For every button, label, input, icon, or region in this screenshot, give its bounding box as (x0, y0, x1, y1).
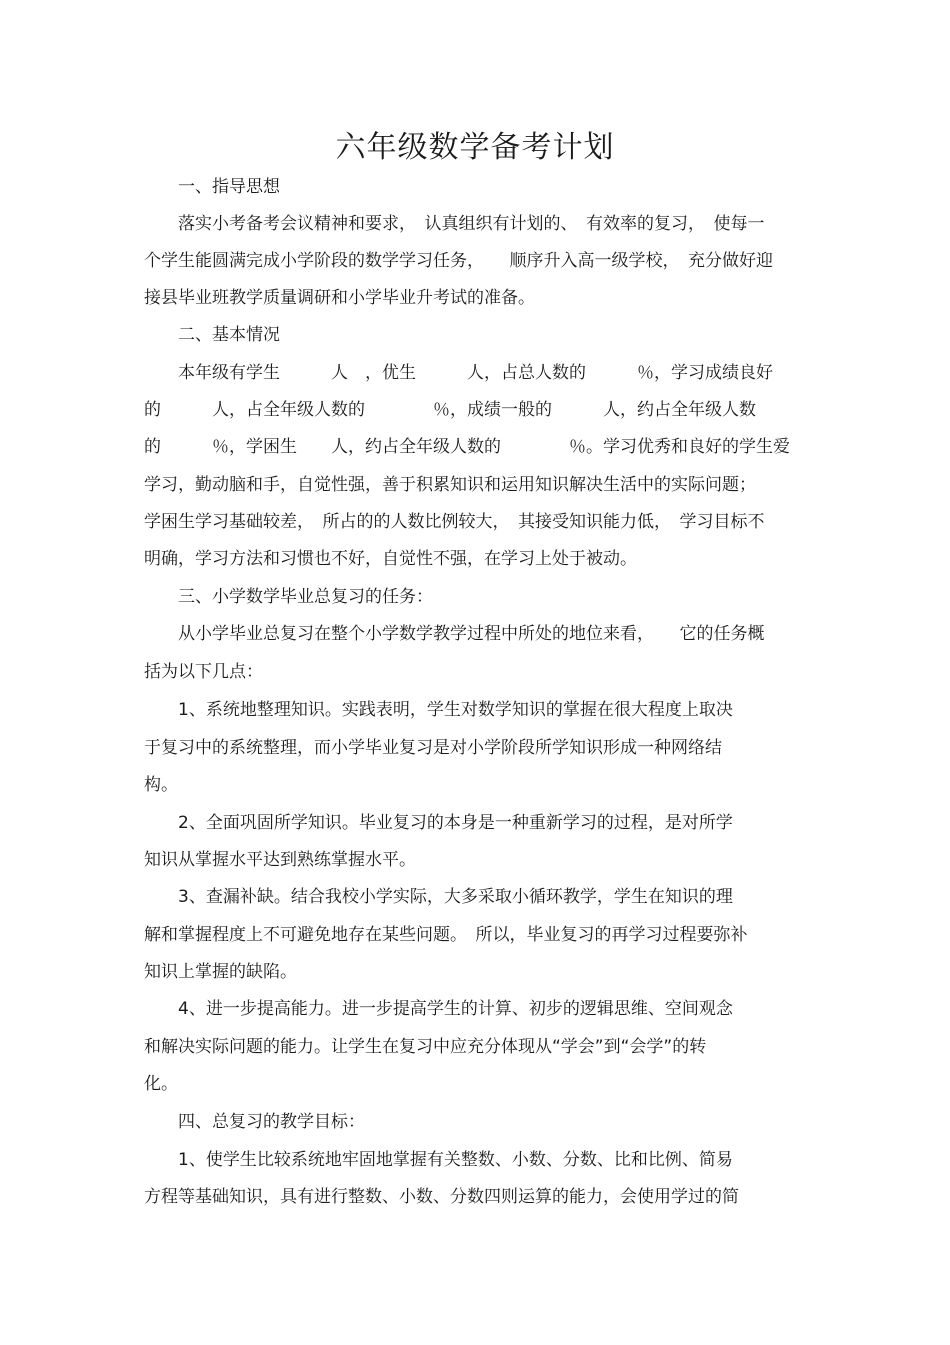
body-line: 2、全面巩固所学知识。毕业复习的本身是一种重新学习的过程，是对所学 (144, 813, 733, 833)
body-line: 落实小考备考会议精神和要求， 认真组织有计划的、 有效率的复习， 使每一 (144, 214, 765, 234)
body-line: 三、小学数学毕业总复习的任务： (144, 587, 433, 607)
body-line: 的 人，占全年级人数的 ％，成绩一般的 人，约占全年级人数 (144, 400, 756, 420)
body-line: 方程等基础知识，具有进行整数、小数、分数四则运算的能力，会使用学过的简 (144, 1187, 739, 1207)
body-line: 4、进一步提高能力。进一步提高学生的计算、初步的逻辑思维、空间观念 (144, 999, 733, 1019)
body-line: 四、总复习的教学目标： (144, 1112, 365, 1132)
body-line: 解和掌握程度上不可避免地存在某些问题。 所以，毕业复习的再学习过程要弥补 (144, 925, 748, 945)
body-line: 明确，学习方法和习惯也不好，自觉性不强，在学习上处于被动。 (144, 549, 637, 569)
body-line: 学困生学习基础较差， 所占的的人数比例较大， 其接受知识能力低， 学习目标不 (144, 512, 765, 532)
body-line: 知识上掌握的缺陷。 (144, 962, 297, 982)
body-line: 知识从掌握水平达到熟练掌握水平。 (144, 850, 416, 870)
body-line: 的 ％，学困生 人，约占全年级人数的 ％。学习优秀和良好的学生爱 (144, 437, 790, 457)
body-line: 个学生能圆满完成小学阶段的数学学习任务， 顺序升入高一级学校， 充分做好迎 (144, 251, 773, 271)
body-line: 化。 (144, 1074, 178, 1094)
body-line: 括为以下几点： (144, 662, 263, 682)
document-title: 六年级数学备考计划 (335, 130, 615, 165)
body-line: 1、使学生比较系统地牢固地掌握有关整数、小数、分数、比和比例、简易 (144, 1150, 733, 1170)
body-line: 二、基本情况 (144, 325, 280, 345)
body-line: 3、查漏补缺。结合我校小学实际，大多采取小循环教学，学生在知识的理 (144, 887, 733, 907)
body-line: 和解决实际问题的能力。让学生在复习中应充分体现从“学会”到“会学”的转 (144, 1037, 707, 1057)
body-line: 构。 (144, 775, 178, 795)
body-line: 接县毕业班教学质量调研和小学毕业升考试的准备。 (144, 288, 535, 308)
body-line: 一、指导思想 (144, 177, 280, 197)
body-line: 本年级有学生 人 ，优生 人，占总人数的 ％，学习成绩良好 (144, 363, 773, 383)
body-line: 1、系统地整理知识。实践表明，学生对数学知识的掌握在很大程度上取决 (144, 700, 733, 720)
body-line: 从小学毕业总复习在整个小学数学教学过程中所处的地位来看， 它的任务概 (144, 624, 765, 644)
body-line: 于复习中的系统整理，而小学毕业复习是对小学阶段所学知识形成一种网络结 (144, 738, 722, 758)
body-line: 学习，勤动脑和手，自觉性强，善于积累知识和运用知识解决生活中的实际问题； (144, 475, 756, 495)
